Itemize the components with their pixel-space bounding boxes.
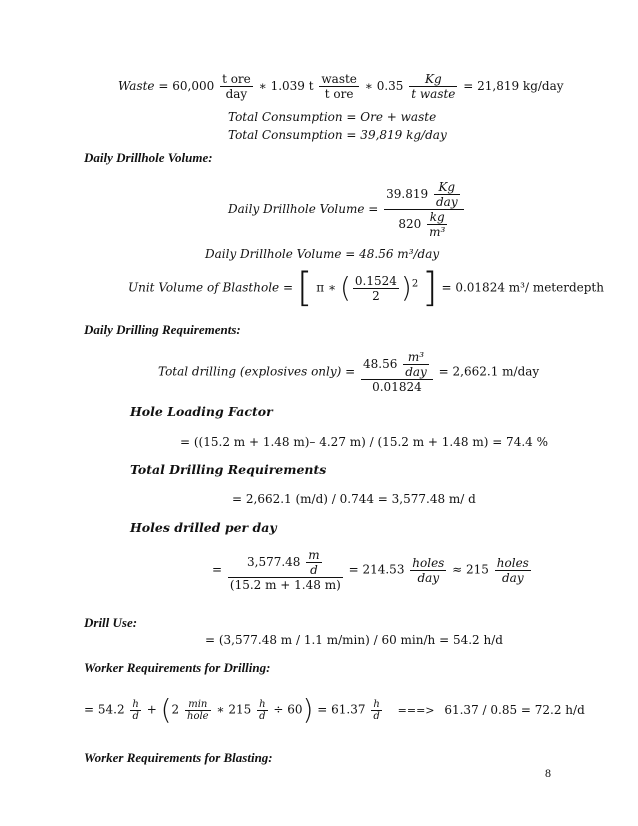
waste-lhs: Waste = bbox=[118, 79, 169, 93]
unit-volume-exponent: 2 bbox=[411, 278, 419, 290]
worker-drilling-arrow: ===> bbox=[397, 703, 435, 717]
unit-volume-pi: π ∗ bbox=[316, 280, 337, 295]
waste-value-1: 60,000 bbox=[172, 79, 215, 93]
worker-drilling-result: 61.37 / 0.85 = 72.2 h/d bbox=[444, 702, 585, 717]
holes-per-day-equation: = 3,577.48 $\frac{m}{d}$ (15.2 m + 1.48 m) = 214.53 $\frac{\text{holes}}{\text{day}}$ ≈ 215 $\frac{\text{holes}}{\text{day}}$ bbox=[212, 548, 529, 592]
waste-fraction-2: $\frac{\text{waste}}{\text{t ore}}$ bbox=[321, 72, 357, 101]
unit-volume-equation: Unit Volume of Blasthole = [ π ∗ ( $\frac{0.1524}{2}$ )$^2$ ] = 0.01824 m³/ meterdepth bbox=[128, 265, 604, 311]
total-drilling-requirements-expression: = 2,662.1 (m/d) / 0.744 = 3,577.48 m/ d bbox=[232, 492, 476, 506]
daily-drillhole-volume-result: Daily Drillhole Volume = 48.56 m³/day bbox=[205, 247, 440, 261]
total-drilling-equation bbox=[158, 350, 539, 394]
total-drilling-fraction: 48.56 $\frac{\text{m³}}{\text{day}}$ 0.01824 bbox=[361, 350, 433, 394]
hole-loading-expression: = ((15.2 m + 1.48 m)– 4.27 m) / (15.2 m + 1.48 m) = 74.4 % bbox=[180, 435, 548, 449]
page-number: 8 bbox=[545, 766, 551, 780]
waste-value-2: ∗ 1.039 t bbox=[258, 79, 314, 93]
drill-use-expression: = (3,577.48 m / 1.1 m/min) / 60 min/h = 54.2 h/d bbox=[205, 633, 503, 647]
holes-per-day-approx: ≈ 215 bbox=[452, 562, 489, 577]
unit-volume-result: = 0.01824 m³/ meterdepth bbox=[441, 280, 604, 295]
waste-fraction-1: $\frac{\text{t ore}}{\text{day}}$ bbox=[222, 72, 251, 101]
total-consumption-line-2: Total Consumption = 39,819 kg/day bbox=[228, 128, 447, 142]
waste-value-3: ∗ 0.35 bbox=[364, 79, 404, 93]
unit-volume-fraction: $\frac{0.1524}{2}$ bbox=[354, 273, 397, 303]
total-drilling-lhs: Total drilling (explosives only) = bbox=[158, 364, 356, 379]
total-consumption-line-1: Total Consumption = Ore + waste bbox=[228, 110, 437, 124]
worker-drilling-equation: = 54.2 $\frac{h}{d}$ + (2 $\frac{\min}{\text{hole}}$ ∗ 215 $\frac{h}{d}$ ÷ 60) = 61.37 $\frac{h}{d}$ ===> 61.37 / 0.85 = 72.2 h/d bbox=[84, 693, 585, 726]
heading-daily-drilling-requirements: Daily Drilling Requirements: bbox=[84, 322, 241, 337]
ddv-lhs: Daily Drillhole Volume = bbox=[228, 202, 379, 216]
heading-total-drilling-requirements: Total Drilling Requirements bbox=[130, 462, 327, 477]
heading-worker-requirements-drilling: Worker Requirements for Drilling: bbox=[84, 660, 271, 675]
heading-hole-loading-factor: Hole Loading Factor bbox=[130, 404, 273, 419]
unit-volume-lhs: Unit Volume of Blasthole = bbox=[128, 280, 293, 295]
holes-per-day-fraction: 3,577.48 $\frac{m}{d}$ (15.2 m + 1.48 m) bbox=[229, 548, 341, 592]
heading-daily-drillhole-volume: Daily Drillhole Volume: bbox=[84, 150, 213, 165]
heading-holes-drilled-per-day: Holes drilled per day bbox=[130, 520, 277, 535]
holes-per-day-value: = 214.53 bbox=[348, 562, 405, 577]
ddv-fraction: 39.819 $\frac{Kg}{\text{day}}$ 820 $\frac{kg}{\text{m³}}$ bbox=[384, 180, 463, 239]
heading-worker-requirements-blasting: Worker Requirements for Blasting: bbox=[84, 750, 273, 765]
waste-equation bbox=[118, 72, 564, 101]
daily-drillhole-volume-equation bbox=[228, 180, 466, 239]
waste-fraction-3: $\frac{Kg}{\text{t waste}}$ bbox=[411, 72, 456, 101]
total-drilling-result: = 2,662.1 m/day bbox=[438, 364, 540, 379]
heading-drill-use: Drill Use: bbox=[84, 615, 138, 630]
waste-result: = 21,819 kg/day bbox=[463, 79, 564, 93]
